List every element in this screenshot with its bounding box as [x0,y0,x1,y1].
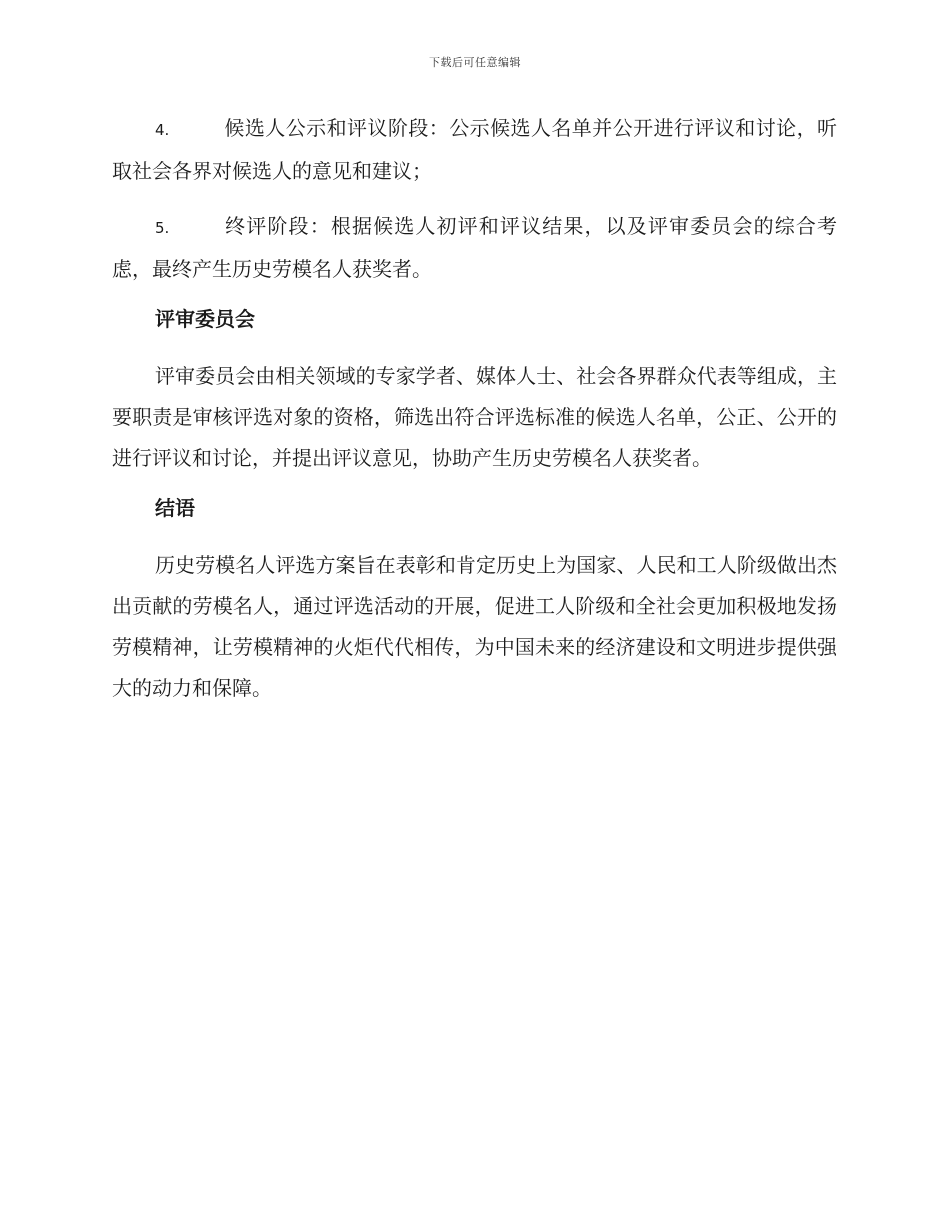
section-heading-committee: 评审委员会 [155,307,255,331]
list-item-5 [112,206,837,290]
document-body [112,108,837,723]
section-paragraph-conclusion: 历史劳模名人评选方案旨在表彰和肯定历史上为国家、人民和工人阶级做出杰出贡献的劳模名人，通过评选活动的开展，促进工人阶级和全社会更加积极地发扬劳模精神，让劳模精神的火炬代代相传，为中国未来的经济建设和文明进步提供强大的动力和保障。 [112,553,837,700]
section-heading-conclusion: 结语 [155,496,195,520]
list-text: 终评阶段：根据候选人初评和评议结果，以及评审委员会的综合考虑，最终产生历史劳模名人获奖者。 [112,214,837,281]
list-item-4 [112,108,837,192]
list-text: 候选人公示和评议阶段：公示候选人名单并公开进行评议和讨论，听取社会各界对候选人的意见和建议； [112,116,837,183]
section-paragraph-committee: 评审委员会由相关领域的专家学者、媒体人士、社会各界群众代表等组成，主要职责是审核评选对象的资格，筛选出符合评选标准的候选人名单，公正、公开的进行评议和讨论，并提出评议意见，协助产生历史劳模名人获奖者。 [112,364,837,470]
list-number: 4. [155,121,170,139]
list-number: 5. [155,219,170,237]
page-header: 下载后可任意编辑 [429,56,521,69]
